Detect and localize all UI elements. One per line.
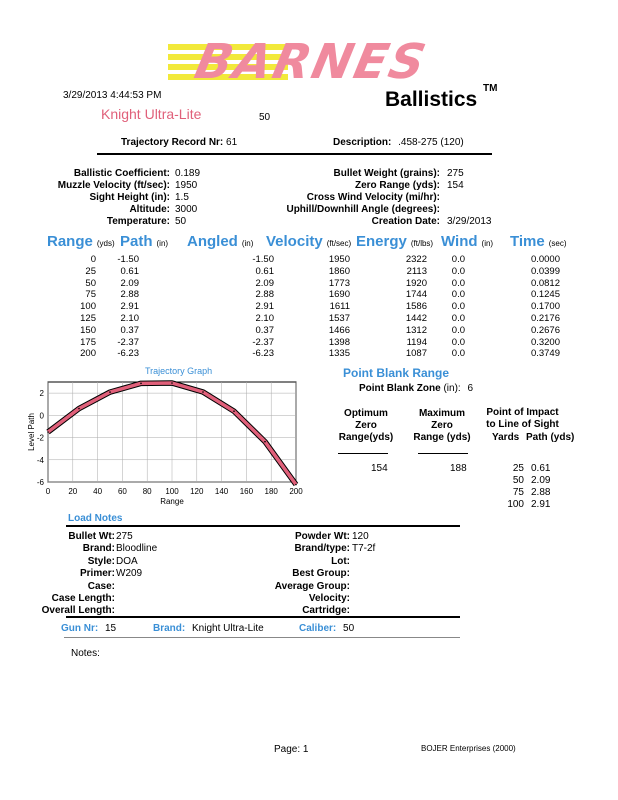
param-label: Creation Date: (371, 216, 440, 227)
column-name: Path (120, 233, 153, 250)
load-label: Velocity: (308, 593, 350, 604)
table-cell: 175 (80, 336, 96, 348)
caliber-top: 50 (259, 112, 271, 123)
x-tick-label: 200 (289, 487, 303, 496)
table-cell: 2.91 (120, 301, 139, 313)
table-cell: -2.37 (252, 336, 274, 348)
pbr-path-header: Path (yds) (526, 432, 575, 443)
load-label: Brand: (82, 543, 115, 555)
table-cell: 2.09 (255, 277, 274, 289)
column-unit: (ft/lbs) (410, 239, 434, 248)
description-label: Description: (333, 137, 392, 148)
table-cell: 0.0 (451, 265, 465, 277)
table-cell: 1442 (405, 313, 427, 324)
divider (97, 153, 492, 155)
y-tick-label: -2 (36, 433, 44, 443)
print-datetime: 3/29/2013 4:44:53 PM (63, 90, 162, 101)
param-label: Zero Range (yds): (354, 180, 440, 191)
table-cell: 0.37 (120, 324, 139, 336)
load-value: DOA (116, 555, 138, 567)
table-cell: 25 (85, 265, 96, 277)
pbr-yards-header: Yards (492, 432, 520, 443)
trajectory-point (47, 431, 49, 433)
pbr-optimum-header: Range(yds) (338, 432, 394, 443)
load-label: Case: (87, 580, 115, 592)
table-cell: 2.88 (120, 289, 139, 301)
description-value: .458-275 (120) (398, 137, 464, 148)
record-label: Trajectory Record Nr: (121, 137, 224, 148)
pbr-maximum: 188 (450, 463, 467, 474)
trajectory-point (264, 441, 266, 443)
table-cell: 1537 (328, 313, 350, 324)
description-line (333, 137, 464, 148)
table-cell: 100 (80, 301, 96, 313)
table-cell: 1950 (328, 254, 350, 265)
param-value: 154 (447, 180, 464, 191)
poi-yards: 75 (512, 487, 524, 498)
y-tick-label: 2 (39, 389, 44, 399)
table-cell: 125 (80, 313, 96, 324)
column-header (266, 233, 351, 250)
barnes-logo (168, 34, 448, 90)
table-cell: 0.0399 (530, 265, 560, 277)
table-cell: 0.0 (451, 277, 465, 289)
param-value: 3000 (175, 204, 198, 215)
table-cell: 1611 (329, 301, 350, 313)
table-cell: 2.09 (120, 277, 139, 289)
table-cell: 0.61 (120, 265, 139, 277)
trajectory-chart (28, 374, 318, 512)
trajectory-point (109, 391, 111, 393)
gun-brand (153, 623, 264, 634)
table-cell: -2.37 (117, 336, 139, 348)
y-tick-label: -6 (36, 478, 44, 487)
pbr-maximum-header: Maximum (418, 408, 466, 419)
load-label: Cartridge: (302, 605, 350, 617)
column-name: Angled (187, 233, 238, 250)
trademark: TM (483, 83, 498, 94)
load-label: Style: (87, 555, 115, 567)
page-number: Page: 1 (274, 744, 309, 755)
load-value: W209 (116, 568, 143, 580)
load-label: Primer: (79, 568, 115, 580)
column-name: Range (47, 233, 93, 250)
table-cell: 2113 (406, 265, 427, 277)
table-cell: 0.3749 (530, 348, 560, 360)
poi-path: 2.91 (531, 499, 551, 510)
param-label: Cross Wind Velocity (mi/hr): (306, 192, 440, 203)
trajectory-point (233, 410, 235, 412)
gun-caliber (299, 623, 354, 634)
pbr-rule-1 (338, 453, 388, 454)
column-header (47, 233, 115, 250)
column-unit: (yds) (96, 239, 115, 248)
param-value: 0.189 (175, 168, 201, 179)
y-tick-label: -4 (36, 455, 44, 465)
table-cell: 0.0 (451, 348, 465, 360)
gun-brand-label: Brand: (153, 623, 186, 634)
pbr-poi-header: to Line of Sight (486, 419, 559, 430)
load-divider-bottom (66, 616, 460, 618)
table-cell: -6.23 (252, 348, 274, 360)
pbr-optimum: 154 (371, 463, 388, 474)
gun-caliber-label: Caliber: (299, 623, 337, 634)
table-cell: 2.91 (255, 301, 274, 313)
record-line (121, 137, 237, 148)
gun-brand-value: Knight Ultra-Lite (192, 623, 264, 634)
table-cell: 2.10 (120, 313, 139, 324)
rifle-name: Knight Ultra-Lite (101, 106, 202, 122)
poi-yards: 25 (512, 463, 524, 474)
table-cell: 0.0 (451, 289, 465, 301)
table-cell: -1.50 (117, 254, 139, 265)
param-label: Sight Height (in): (89, 192, 170, 203)
load-label: Brand/type: (294, 543, 350, 555)
pbr-zone-label: Point Blank Zone (359, 383, 441, 394)
table-cell: 1744 (405, 289, 427, 301)
column-unit: (ft/sec) (326, 239, 352, 248)
table-cell: 2.88 (255, 289, 274, 301)
chart-title: Trajectory Graph (145, 366, 213, 376)
table-cell: -1.50 (252, 254, 274, 265)
pbr-rule-2 (418, 453, 468, 454)
pbr-poi-header: Point of Impact (486, 407, 559, 418)
param-value: 50 (175, 216, 187, 227)
load-divider-top (66, 525, 460, 527)
table-cell: 200 (80, 348, 96, 360)
table-cell: 1335 (328, 348, 350, 360)
column-header (187, 233, 253, 250)
load-label: Best Group: (292, 568, 350, 580)
param-label: Altitude: (129, 204, 170, 215)
column-header (356, 233, 433, 250)
poi-yards: 100 (507, 499, 524, 510)
pbr-zone-value: 6 (467, 383, 474, 394)
table-cell: 0.0 (451, 324, 465, 336)
table-cell: 1312 (405, 324, 427, 336)
load-value: T7-2f (352, 543, 376, 555)
gun-nr-value: 15 (105, 623, 117, 634)
x-tick-label: 40 (93, 487, 103, 496)
column-unit: (in) (241, 239, 254, 248)
table-cell: 0.2176 (530, 313, 560, 324)
pbr-maximum-header: Range (yds) (413, 432, 471, 443)
load-notes-title: Load Notes (68, 513, 123, 524)
table-cell: 50 (85, 277, 96, 289)
x-tick-label: 120 (190, 487, 204, 496)
table-cell: 1690 (328, 289, 350, 301)
table-cell: 150 (80, 324, 96, 336)
poi-path: 2.09 (531, 475, 551, 486)
pbr-optimum-header: Zero (355, 420, 377, 431)
load-value: 275 (116, 531, 133, 542)
notes-label: Notes: (71, 648, 100, 659)
load-value: 120 (352, 531, 369, 542)
table-cell: 0.1245 (530, 289, 560, 301)
x-tick-label: 160 (239, 487, 254, 496)
x-tick-label: 60 (117, 487, 127, 496)
trajectory-point (295, 484, 297, 486)
table-cell: 0.0812 (530, 277, 560, 289)
pbr-zone-unit: (in): (443, 383, 461, 394)
trajectory-point (78, 408, 80, 410)
column-name: Velocity (266, 233, 323, 250)
param-value: 3/29/2013 (447, 216, 492, 227)
poi-path: 0.61 (531, 463, 551, 474)
table-cell: -6.23 (117, 348, 139, 360)
table-cell: 1398 (328, 336, 350, 348)
column-name: Time (510, 233, 545, 250)
column-name: Wind (441, 233, 478, 250)
column-unit: (in) (156, 239, 169, 248)
table-cell: 1087 (405, 348, 427, 360)
table-cell: 0.37 (255, 324, 274, 336)
table-cell: 0.3200 (530, 336, 560, 348)
trajectory-point (202, 391, 204, 393)
table-cell: 0.2676 (530, 324, 560, 336)
trajectory-point (140, 383, 142, 385)
param-label: Muzzle Velocity (ft/sec): (57, 180, 170, 191)
record-nr: 61 (226, 137, 238, 148)
param-label: Ballistic Coefficient: (73, 168, 170, 179)
logo-text: BARNES (190, 34, 433, 90)
x-tick-label: 80 (142, 487, 152, 496)
column-header (120, 233, 168, 250)
table-cell: 1586 (405, 301, 427, 313)
param-value: 1.5 (175, 192, 189, 203)
pbr-maximum-header: Zero (431, 420, 453, 431)
table-cell: 75 (85, 289, 96, 301)
table-cell: 2322 (405, 254, 427, 265)
x-tick-label: 140 (214, 487, 229, 496)
param-label: Temperature: (106, 216, 170, 227)
x-tick-label: 0 (45, 487, 51, 496)
table-cell: 0.0 (451, 336, 465, 348)
table-cell: 2.10 (255, 313, 274, 324)
table-cell: 1920 (405, 277, 427, 289)
pbr-zone (359, 383, 473, 394)
x-tick-label: 100 (165, 487, 179, 496)
footer-credit: BOJER Enterprises (2000) (421, 744, 516, 753)
table-cell: 0 (90, 254, 96, 265)
trajectory-point (171, 382, 173, 384)
gun-nr-label: Gun Nr: (61, 623, 99, 634)
param-value: 275 (447, 168, 464, 179)
gun-caliber-value: 50 (343, 623, 355, 634)
table-cell: 0.61 (255, 265, 274, 277)
table-cell: 1194 (406, 336, 427, 348)
x-axis-label: Range (160, 497, 184, 506)
y-axis-label: Level Path (27, 413, 36, 451)
gun-nr (61, 623, 116, 634)
column-name: Energy (356, 233, 407, 250)
table-cell: 1860 (328, 265, 350, 277)
pbr-optimum-header: Optimum (344, 408, 388, 419)
x-tick-label: 180 (264, 487, 278, 496)
param-label: Uphill/Downhill Angle (degrees): (286, 204, 440, 215)
column-header (441, 233, 493, 250)
load-label: Powder Wt: (295, 531, 350, 542)
load-label: Average Group: (274, 580, 350, 592)
load-label: Bullet Wt: (68, 531, 115, 542)
y-tick-label: 0 (39, 411, 44, 421)
poi-yards: 50 (512, 475, 524, 486)
load-label: Lot: (331, 555, 350, 567)
pbr-title: Point Blank Range (343, 366, 450, 380)
page-title: Ballistics (385, 88, 478, 111)
param-value: 1950 (175, 180, 198, 191)
table-cell: 0.0 (451, 254, 465, 265)
table-cell: 0.0 (451, 313, 465, 324)
load-label: Overall Length: (41, 605, 115, 617)
poi-path: 2.88 (531, 487, 551, 498)
table-cell: 1773 (328, 277, 350, 289)
load-value: Bloodline (116, 543, 158, 555)
table-cell: 0.0000 (530, 254, 560, 265)
gun-divider (64, 637, 460, 638)
column-header (510, 233, 567, 250)
table-cell: 0.0 (451, 301, 465, 313)
column-unit: (in) (481, 239, 494, 248)
param-label: Bullet Weight (grains): (333, 168, 440, 179)
load-label: Case Length: (51, 593, 115, 604)
column-unit: (sec) (548, 239, 567, 248)
x-tick-label: 20 (68, 487, 78, 496)
table-cell: 0.1700 (530, 301, 560, 313)
table-cell: 1466 (328, 324, 350, 336)
